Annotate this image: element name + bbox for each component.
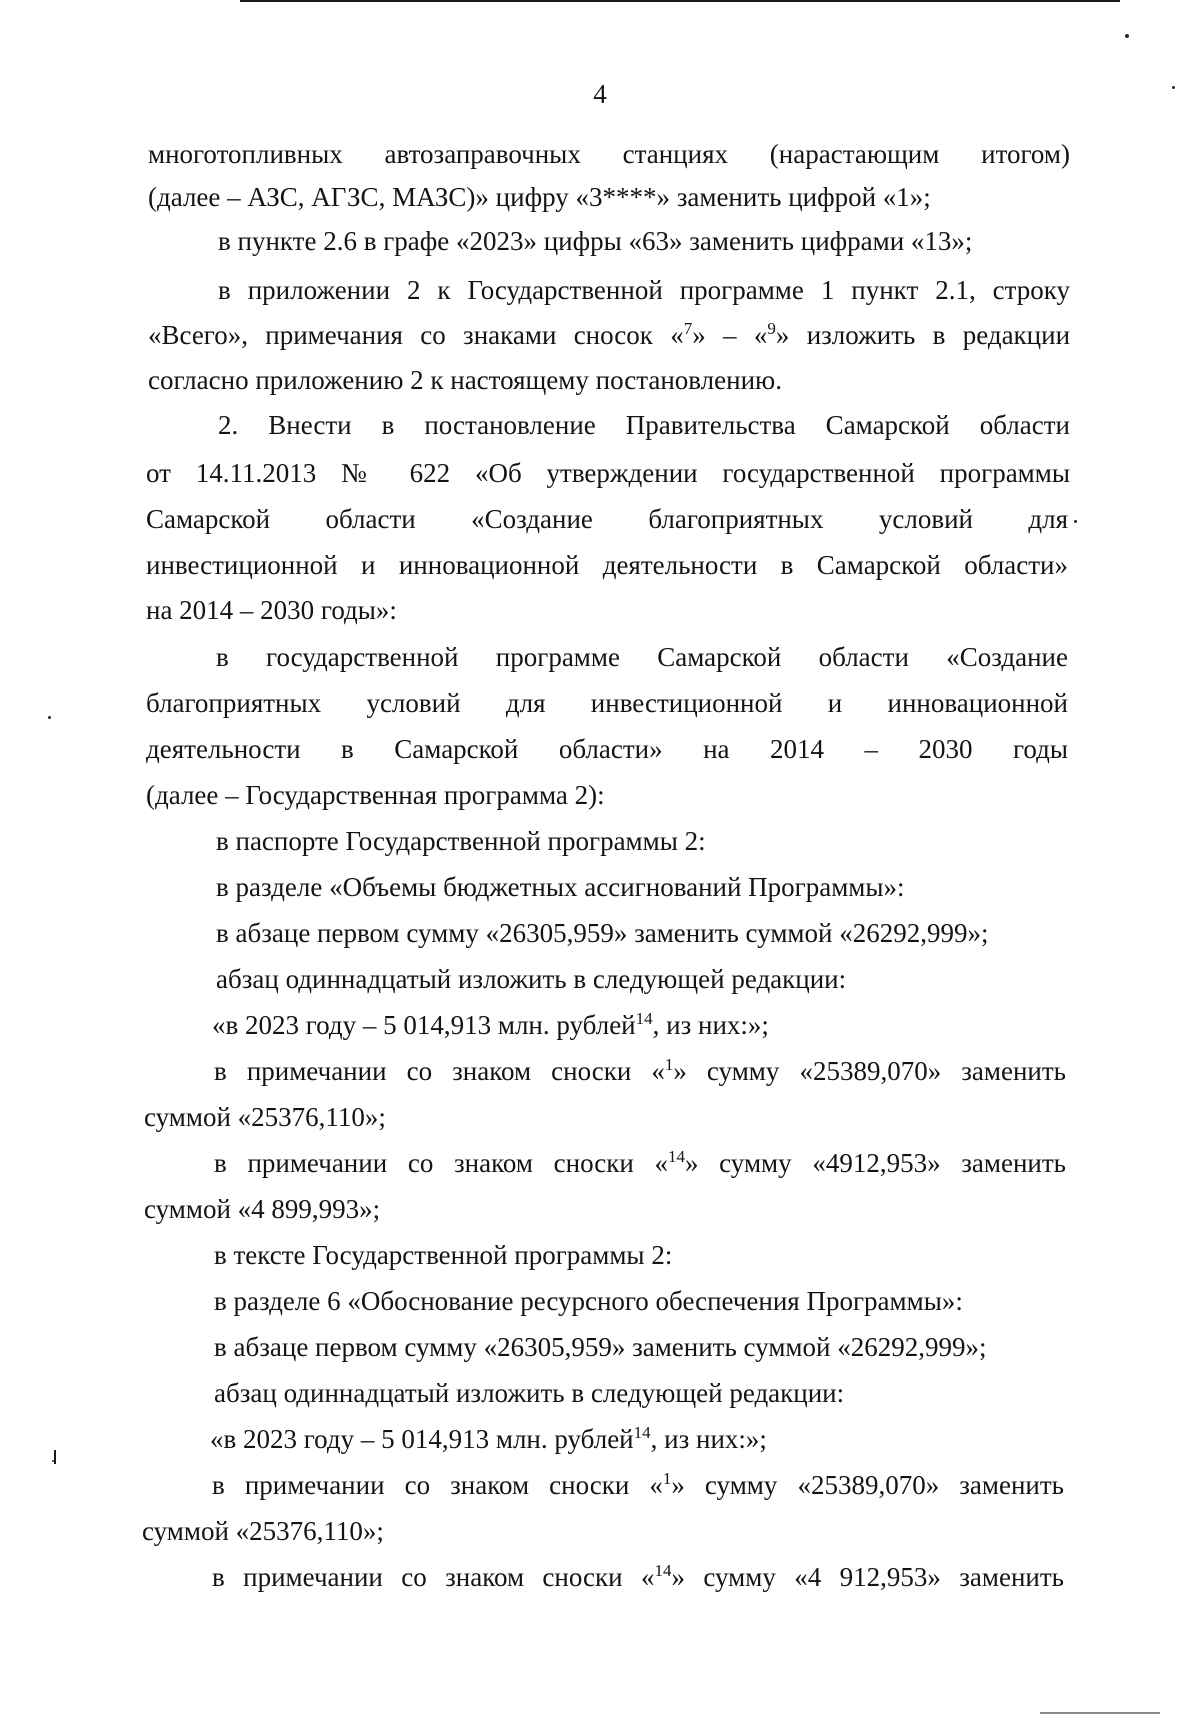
scan-mark: [54, 1450, 56, 1464]
text-line: в разделе 6 «Обоснование ресурсного обеспечения Программы»:: [214, 1286, 963, 1316]
page-number: 4: [593, 79, 607, 109]
text-line: суммой «25376,110»;: [142, 1516, 384, 1546]
text-line: в государственной программе Самарской области «Создание: [216, 642, 1068, 672]
text-line: суммой «25376,110»;: [144, 1102, 386, 1132]
text-line: в паспорте Государственной программы 2:: [216, 826, 706, 856]
text-line: инвестиционной и инновационной деятельности в Самарской области»: [146, 550, 1068, 580]
text-line: в тексте Государственной программы 2:: [214, 1240, 673, 1270]
text-line: (далее – АЗС, АГЗС, МАЗС)» цифру «3****» заменить цифрой «1»;: [148, 182, 931, 212]
text-line: суммой «4 899,993»;: [144, 1194, 381, 1224]
bottom-edge-mark: [1040, 1712, 1160, 1714]
text-line: многотопливных автозаправочных станциях (нарастающим итогом): [148, 139, 1070, 169]
text-line: «Всего», примечания со знаками сносок «$^7$» – «$^9$» изложить в редакции: [148, 319, 1071, 350]
footnote-mark: 14: [654, 1561, 672, 1580]
text-line: деятельности в Самарской области» на 2014 – 2030 годы: [146, 734, 1068, 764]
text-line: (далее – Государственная программа 2):: [146, 780, 605, 810]
scan-speck: [1172, 86, 1175, 89]
footnote-mark: 14: [633, 1423, 651, 1442]
text-line: в абзаце первом сумму «26305,959» заменить суммой «26292,999»;: [214, 1332, 987, 1362]
footnote-mark: 14: [667, 1147, 685, 1166]
footnote-mark: 14: [635, 1009, 653, 1028]
text-line: в абзаце первом сумму «26305,959» заменить суммой «26292,999»;: [216, 918, 989, 948]
text-line: 2. Внести в постановление Правительства Самарской области: [218, 410, 1070, 440]
text-line: абзац одиннадцатый изложить в следующей редакции:: [216, 964, 847, 994]
footnote-mark: 7: [683, 319, 693, 338]
footnote-mark: 1: [664, 1055, 674, 1074]
text-line: Самарской области «Создание благоприятных условий для: [146, 504, 1068, 534]
text-line: согласно приложению 2 к настоящему постановлению.: [148, 365, 782, 395]
text-line: «в 2023 году – 5 014,913 млн. рублей$^{14}$, из них:»;: [212, 1009, 769, 1040]
footnote-mark: 9: [767, 319, 776, 338]
text-line: на 2014 – 2030 годы»:: [146, 595, 397, 625]
text-line: «в 2023 году – 5 014,913 млн. рублей$^{14}$, из них:»;: [210, 1423, 767, 1454]
text-line: в примечании со знаком сноски «$^{14}$» сумму «4 912,953» заменить: [212, 1561, 1064, 1592]
scan-speck: [1074, 520, 1077, 523]
scan-speck: [48, 716, 51, 719]
text-line: в примечании со знаком сноски «$^{14}$» сумму «4912,953» заменить: [214, 1147, 1066, 1178]
text-line: абзац одиннадцатый изложить в следующей редакции:: [214, 1378, 845, 1408]
text-line: благоприятных условий для инвестиционной и инновационной: [146, 688, 1068, 718]
text-line: в примечании со знаком сноски «$^1$» сумму «25389,070» заменить: [214, 1055, 1066, 1086]
text-line: в приложении 2 к Государственной программе 1 пункт 2.1, строку: [218, 275, 1070, 305]
top-edge-line: [240, 0, 1120, 2]
text-line: в примечании со знаком сноски «$^1$» сумму «25389,070» заменить: [212, 1469, 1064, 1500]
text-line: в разделе «Объемы бюджетных ассигнований Программы»:: [216, 872, 905, 902]
text-line: от 14.11.2013 № 622 «Об утверждении государственной программы: [146, 458, 1070, 488]
text-line: в пункте 2.6 в графе «2023» цифры «63» заменить цифрами «13»;: [218, 226, 973, 256]
footnote-mark: 1: [662, 1469, 672, 1488]
scan-speck: [1125, 34, 1129, 38]
